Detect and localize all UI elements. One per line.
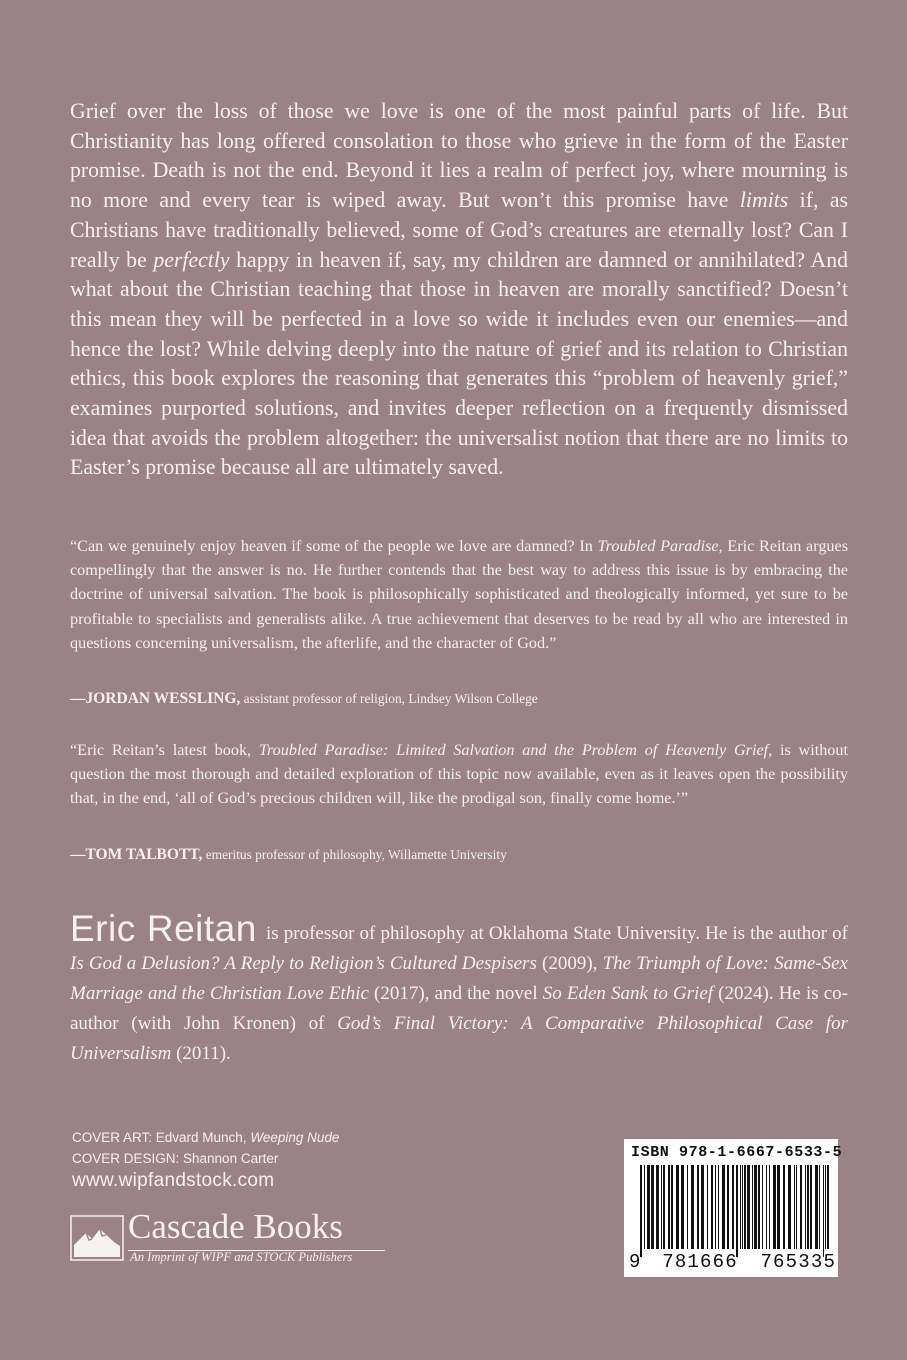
barcode-bar [800, 1165, 802, 1249]
barcode-bar [794, 1165, 795, 1249]
barcode-bar [777, 1165, 780, 1249]
description-emphasis: limits [739, 188, 789, 213]
barcode-bar [766, 1165, 767, 1249]
barcode-digit-prefix: 9 [629, 1251, 642, 1273]
barcode-bar [715, 1165, 716, 1249]
barcode-bar [825, 1165, 826, 1249]
barcode-bar [722, 1165, 725, 1249]
author-bio: Eric Reitan is professor of philosophy at Oklahoma State University. He is the author of Is God a Delusion? A Reply to Religion’s Cultured Despisers (2009), The Triumph of Love: Same-Sex Marriage and the Christian Love Ethic (2017), and the novel So Eden Sank to Grief (2024). He is co-author (with John Kronen) of God’s Final Victory: A Comparative Philosophical Case for Universalism (2011). [70, 908, 849, 1064]
endorsement-attribution [70, 690, 538, 708]
barcode-bar [718, 1165, 719, 1249]
description-emphasis: perfectly [153, 247, 230, 272]
book-title: Is God a Delusion? A Reply to Religion’s Cultured Despisers [70, 953, 537, 974]
endorser-role: emeritus professor of philosophy, Willamette University [202, 847, 507, 862]
barcode-bar [823, 1165, 824, 1257]
barcode-bar [676, 1165, 679, 1249]
barcode-bar [747, 1165, 750, 1249]
description-text: happy in heaven if, say, my children are damned or annihilated? And what about the Christian teaching that those in heaven are morally sanctified? Doesn’t this mean they will be perfected in a love so wide it includes even our enemies—and hence the lost? While delving deeply into the nature of grief and its relation to Christian ethics, this book explores the reasoning that generates this “problem of heavenly grief,” examines purported solutions, and invites deeper reflection on a frequently dismissed idea that avoids the problem altogether: the universalist notion that there are no limits to Easter’s promise because all are ultimately saved. [70, 247, 848, 480]
barcode-bar [687, 1165, 688, 1249]
isbn-barcode [624, 1139, 843, 1277]
endorser-role: assistant professor of religion, Lindsey Wilson College [240, 691, 538, 706]
cover-art-credit: COVER ART: Edvard Munch, Weeping Nude [72, 1130, 340, 1145]
barcode-bar [736, 1165, 738, 1257]
publisher-imprint: An Imprint of WIPF and STOCK Publishers [130, 1250, 353, 1264]
mountain-icon [70, 1215, 124, 1261]
publisher-website[interactable]: www.wipfandstock.com [72, 1170, 275, 1191]
book-title: So Eden Sank to Grief [542, 983, 714, 1004]
barcode-bar [796, 1165, 797, 1249]
barcode-bar [644, 1165, 645, 1249]
barcode-bar [691, 1165, 694, 1249]
book-description [70, 97, 848, 483]
barcode-bar [744, 1165, 746, 1249]
barcode-bar [752, 1165, 753, 1249]
barcode-bar [671, 1165, 673, 1249]
barcode-digits [624, 1251, 838, 1273]
barcode-bar [727, 1165, 729, 1249]
barcode-bar [663, 1165, 665, 1249]
barcode-bar [732, 1165, 734, 1249]
barcode-bar [661, 1165, 662, 1249]
barcode-bar [758, 1165, 760, 1249]
description-text: if, as Christians have traditionally believed, some of God’s creatures are eternally lost? Can I really be [70, 188, 848, 272]
barcode-bar [805, 1165, 806, 1249]
barcode-bar [769, 1165, 770, 1249]
barcode-bar [815, 1165, 818, 1249]
barcode-bar [740, 1165, 741, 1249]
barcode-bar [762, 1165, 763, 1249]
endorser-name: —TOM TALBOTT, [70, 846, 203, 863]
barcode-bar [819, 1165, 820, 1249]
barcode-bar [807, 1165, 809, 1249]
barcode-digit-group: 781666 [662, 1251, 738, 1273]
barcode-digit-group: 765335 [760, 1251, 837, 1273]
author-name: Eric Reitan [70, 908, 257, 949]
barcode-bar [647, 1165, 650, 1249]
barcode-bar [773, 1165, 776, 1249]
endorsement-quote: “Can we genuinely enjoy heaven if some of the people we love are damned? In Troubled Paradise, Eric Reitan argues compellingly that the answer is no. He further contends that the best way to address this issue is by embracing the doctrine of universal salvation. The book is philosophically sophisticated and theologically informed, yet sure to be profitable to specialists and generalists alike. A true achievement that deserves to be read by all who are interested in questions concerning universalism, the afterlife, and the character of God.” [70, 537, 848, 652]
endorsement-attribution [70, 846, 507, 864]
isbn-number: ISBN 978-1-6667-6533-5 [631, 1144, 843, 1161]
barcode-bar [668, 1165, 670, 1249]
barcode-bar [701, 1165, 704, 1249]
barcode-bar [711, 1165, 713, 1249]
book-title: The Triumph of Love: Same-Sex Marriage and the Christian Love Ethic [70, 953, 848, 1004]
barcode-bar [788, 1165, 791, 1249]
endorsement-quote: “Eric Reitan’s latest book, Troubled Paradise: Limited Salvation and the Problem of Heavenly Grief, is without question the most thorough and detailed exploration of this topic now available, even as it leaves open the possibility that, in the end, ‘all of God’s precious children will, like the prodigal son, finally come home.’” [70, 741, 848, 808]
cover-design-credit: COVER DESIGN: Shannon Carter [72, 1151, 279, 1166]
barcode-bar [810, 1165, 812, 1249]
publisher-name: Cascade Books [128, 1207, 343, 1246]
barcode-bar [783, 1165, 785, 1249]
barcode-bar [827, 1165, 829, 1249]
artwork-title: Weeping Nude [250, 1130, 340, 1145]
barcode-bar [707, 1165, 708, 1249]
book-title: God’s Final Victory: A Comparative Philosophical Case for Universalism [70, 1013, 848, 1064]
barcode-bar [697, 1165, 699, 1249]
book-title: Troubled Paradise [597, 537, 719, 555]
description-text: Grief over the loss of those we love is one of the most painful parts of life. But Christianity has long offered consolation to those who grieve in the form of the Easter promise. Death is not the end. Beyond it lies a realm of perfect joy, where mourning is no more and every tear is wiped away. But won’t this promise have [70, 99, 848, 213]
endorser-name: —JORDAN WESSLING, [70, 690, 241, 707]
book-title: Troubled Paradise: Limited Salvation and the Problem of Heavenly Grief, [258, 741, 773, 759]
barcode-bar [754, 1165, 757, 1249]
barcode-bar [681, 1165, 684, 1249]
barcode-bar [656, 1165, 659, 1249]
barcode-bar [651, 1165, 654, 1249]
barcode-bar [742, 1165, 743, 1249]
barcode-bar [640, 1165, 642, 1257]
